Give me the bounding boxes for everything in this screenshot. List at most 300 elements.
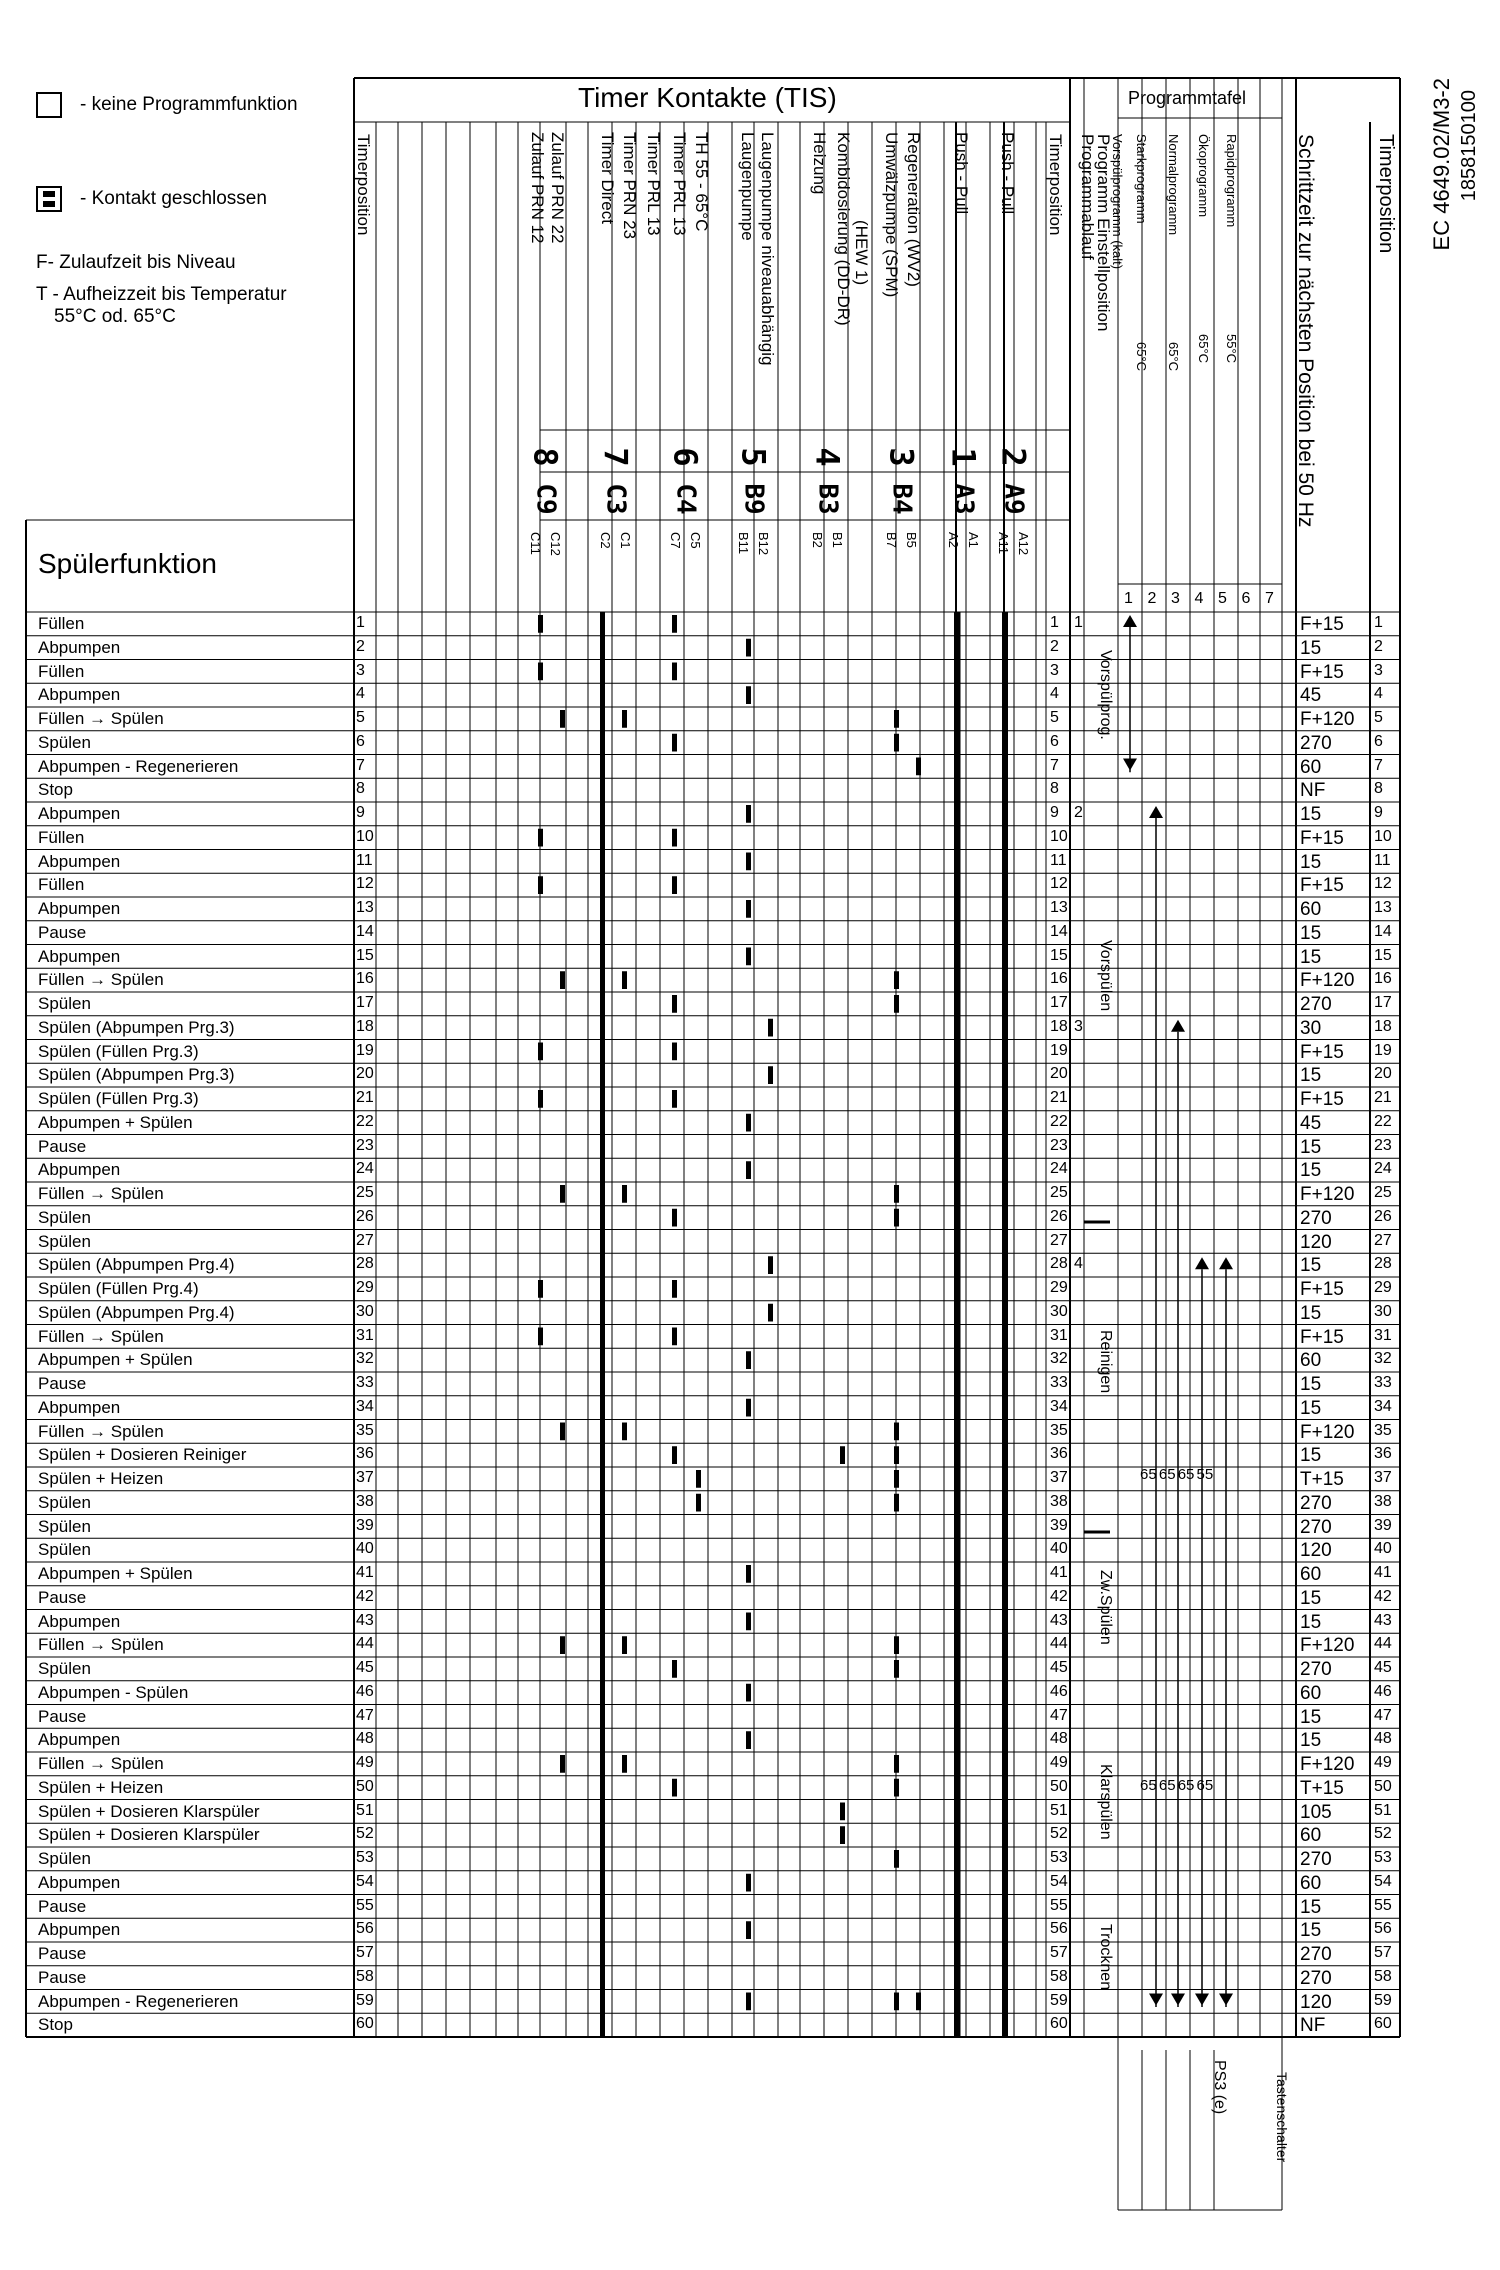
row-step-time: NF xyxy=(1300,2015,1326,2037)
row-function: Spülen (Abpumpen Prg.4) xyxy=(38,1255,235,1275)
ps3-label: PS3 (e) xyxy=(1211,2060,1228,2115)
row-pos-left: 56 xyxy=(356,1920,374,1938)
row-pos-mid: 7 xyxy=(1050,756,1059,774)
row-step-time: 60 xyxy=(1300,1825,1322,1847)
contact-label-prl-2: Timer PRL 13 xyxy=(670,132,689,236)
contact-mark xyxy=(746,1351,751,1369)
phase-trocknen: Trocknen xyxy=(1097,1924,1114,1991)
row-pos-mid: 58 xyxy=(1050,1967,1068,1985)
arrow-down-icon xyxy=(1149,1994,1163,2006)
row-step-time: 15 xyxy=(1300,1374,1322,1395)
row-step-time: 270 xyxy=(1300,1207,1332,1229)
legend-t-definition-2: 55°C od. 65°C xyxy=(54,306,176,327)
row-step-time: 15 xyxy=(1300,804,1322,825)
row-function: Pause xyxy=(38,1587,87,1607)
row-pos-mid: 52 xyxy=(1050,1825,1068,1843)
program-col-number: 7 xyxy=(1265,590,1274,607)
row-function: Spülen xyxy=(38,1207,91,1227)
contact-terminal: A2 xyxy=(946,532,961,548)
contact-mark xyxy=(746,686,751,704)
row-pos-left: 13 xyxy=(356,899,374,916)
contact-mark xyxy=(672,615,677,633)
row-pos-right: 37 xyxy=(1374,1469,1392,1486)
contact-mark-timer-direct xyxy=(600,612,605,2037)
row-function: Abpumpen xyxy=(38,899,121,918)
legend-t-definition: T - Aufheizzeit bis Temperatur xyxy=(36,284,287,305)
contact-number: 8 xyxy=(526,447,565,467)
row-pos-mid: 30 xyxy=(1050,1302,1068,1320)
row-pos-mid: 51 xyxy=(1050,1801,1068,1819)
contact-mark xyxy=(622,971,627,989)
row-step-time: 270 xyxy=(1300,1967,1332,1989)
row-function: Spülen (Füllen Prg.4) xyxy=(38,1279,199,1298)
row-pos-left: 19 xyxy=(356,1041,374,1059)
row-pos-left: 22 xyxy=(356,1112,374,1130)
row-pos-left: 44 xyxy=(356,1635,374,1653)
row-step-time: F+120 xyxy=(1300,1184,1355,1205)
row-pos-left: 21 xyxy=(356,1089,374,1106)
contact-mark xyxy=(894,734,899,752)
contact-terminal: A1 xyxy=(966,532,981,548)
contact-mark xyxy=(746,948,751,966)
row-function: Füllen → Spülen xyxy=(38,1754,164,1773)
contact-label-laugenpumpe-b: Laugenpumpe xyxy=(738,132,757,241)
contact-mark xyxy=(894,1446,899,1464)
row-step-time: F+15 xyxy=(1300,1326,1344,1348)
arrow-down-icon xyxy=(1195,1994,1209,2006)
contact-mark xyxy=(672,1779,677,1797)
row-step-time: 15 xyxy=(1300,1706,1322,1728)
row-pos-left: 6 xyxy=(356,732,365,750)
row-pos-right: 23 xyxy=(1374,1136,1392,1154)
row-pos-mid: 36 xyxy=(1050,1445,1068,1463)
temps-row-50: 65 65 65 65 xyxy=(1140,1777,1214,1794)
phase-vorspuelprog: Vorspülprog. xyxy=(1097,650,1114,740)
row-step-time: 15 xyxy=(1300,1730,1322,1752)
row-function: Pause xyxy=(38,1136,87,1156)
row-pos-right: 44 xyxy=(1374,1635,1392,1653)
row-pos-left: 31 xyxy=(356,1326,374,1344)
contact-terminal: C7 xyxy=(668,532,683,549)
arrow-up-icon xyxy=(1219,1257,1233,1269)
row-pos-mid: 32 xyxy=(1050,1350,1068,1368)
contact-mark xyxy=(894,1470,899,1488)
row-pos-left: 14 xyxy=(356,922,374,940)
row-pos-left: 5 xyxy=(356,709,365,726)
row-pos-right: 14 xyxy=(1374,922,1392,940)
row-pos-mid: 6 xyxy=(1050,732,1059,750)
row-pos-mid: 27 xyxy=(1050,1231,1068,1249)
row-step-time: 15 xyxy=(1300,1920,1322,1942)
phase-vorspuelen: Vorspülen xyxy=(1097,940,1114,1012)
row-function: Spülen xyxy=(38,1516,91,1536)
contact-mark xyxy=(894,971,899,989)
row-pos-left: 33 xyxy=(356,1374,374,1391)
row-step-time: 60 xyxy=(1300,1682,1322,1704)
contact-label-timer-b: Timer Direct xyxy=(598,132,617,224)
row-pos-right: 2 xyxy=(1374,637,1383,655)
contact-mark xyxy=(538,1043,543,1061)
program-table-header: Programmtafel xyxy=(1128,88,1247,108)
contact-mark xyxy=(840,1803,845,1821)
contact-mark xyxy=(894,1779,899,1797)
row-function: Abpumpen + Spülen xyxy=(38,1350,193,1370)
program-oeko: Ökoprogramm xyxy=(1196,134,1211,218)
row-pos-left: 54 xyxy=(356,1872,374,1890)
program-normal: Normalprogramm xyxy=(1166,134,1181,236)
row-step-time: 45 xyxy=(1300,685,1322,707)
row-pos-right: 11 xyxy=(1374,851,1391,869)
tastenschalter-label: Tastenschalter xyxy=(1274,2072,1290,2163)
contact-label-kombidosierung: Kombidosierung (DD-DR) xyxy=(834,132,853,326)
row-pos-right: 49 xyxy=(1374,1754,1392,1771)
row-pos-left: 46 xyxy=(356,1682,374,1700)
contact-mark xyxy=(840,1826,845,1844)
row-pos-right: 13 xyxy=(1374,899,1392,916)
row-function: Pause xyxy=(38,1706,87,1726)
row-step-time: 15 xyxy=(1300,1302,1322,1324)
row-step-time: 15 xyxy=(1300,1587,1322,1609)
row-pos-right: 34 xyxy=(1374,1397,1392,1415)
row-function: Pause xyxy=(38,1944,87,1963)
row-function: Füllen xyxy=(38,614,85,633)
arrow-up-icon xyxy=(1149,806,1163,818)
contact-mark xyxy=(746,1684,751,1702)
row-setting-position: 2 xyxy=(1074,804,1083,821)
contact-label-zulauf-a: Zulauf PRN 22 xyxy=(548,132,567,244)
row-pos-left: 38 xyxy=(356,1492,374,1510)
row-step-time: 15 xyxy=(1300,922,1322,944)
row-pos-mid: 24 xyxy=(1050,1160,1068,1178)
row-pos-right: 45 xyxy=(1374,1659,1392,1676)
contact-mark xyxy=(672,663,677,681)
contact-code: B3 xyxy=(812,483,843,515)
row-function: Stop xyxy=(38,780,73,800)
row-pos-left: 15 xyxy=(356,946,374,964)
row-pos-right: 7 xyxy=(1374,756,1383,774)
contact-mark xyxy=(768,1019,773,1037)
program-col-number: 6 xyxy=(1241,590,1251,607)
contact-mark xyxy=(672,1446,677,1464)
contact-number: 7 xyxy=(596,447,635,467)
row-pos-left: 4 xyxy=(356,685,365,703)
contact-mark xyxy=(622,710,627,728)
row-pos-mid: 5 xyxy=(1050,709,1059,726)
row-function: Abpumpen - Spülen xyxy=(38,1682,189,1702)
doc-id: EC 4649.02/M3-2 xyxy=(1429,78,1454,251)
row-function: Spülen + Dosieren Klarspüler xyxy=(38,1801,260,1821)
row-pos-mid: 26 xyxy=(1050,1207,1068,1225)
row-pos-right: 53 xyxy=(1374,1849,1392,1866)
row-function: Füllen → Spülen xyxy=(38,1635,164,1655)
row-step-time: 15 xyxy=(1300,637,1322,659)
contact-mark xyxy=(538,1328,543,1346)
row-function: Spülen + Heizen xyxy=(38,1777,164,1797)
row-pos-left: 49 xyxy=(356,1754,374,1771)
row-function: Spülen + Dosieren Klarspüler xyxy=(38,1825,260,1845)
row-step-time: 15 xyxy=(1300,1397,1322,1419)
contact-mark xyxy=(672,829,677,847)
contact-mark xyxy=(746,1161,751,1179)
row-pos-left: 23 xyxy=(356,1136,374,1154)
row-function: Füllen xyxy=(38,827,85,847)
contact-label-push-pull-1: Push - Pull xyxy=(952,132,971,215)
contact-code: B9 xyxy=(738,483,769,515)
row-function: Spülen xyxy=(38,1540,91,1560)
row-step-time: 105 xyxy=(1300,1801,1332,1823)
row-pos-mid: 60 xyxy=(1050,2015,1068,2033)
row-pos-right: 42 xyxy=(1374,1587,1392,1605)
row-function: Spülen xyxy=(38,1849,91,1868)
row-pos-right: 8 xyxy=(1374,780,1383,798)
row-pos-mid: 48 xyxy=(1050,1730,1068,1748)
row-pos-right: 22 xyxy=(1374,1112,1392,1130)
row-pos-right: 17 xyxy=(1374,994,1392,1011)
contact-mark xyxy=(538,876,543,894)
contact-number: 2 xyxy=(994,447,1033,467)
row-step-time: F+15 xyxy=(1300,1089,1344,1110)
row-function: Spülen + Dosieren Reiniger xyxy=(38,1445,247,1465)
legend-f-definition: F- Zulaufzeit bis Niveau xyxy=(36,252,236,273)
contact-label-hew: (HEW 1) xyxy=(852,220,871,286)
timerposition-header-right: Timerposition xyxy=(1375,134,1397,254)
row-step-time: 270 xyxy=(1300,994,1332,1015)
row-step-time: F+15 xyxy=(1300,827,1344,849)
contact-code: C4 xyxy=(670,483,701,515)
row-pos-right: 20 xyxy=(1374,1065,1392,1083)
row-function: Pause xyxy=(38,1896,87,1916)
row-pos-mid: 8 xyxy=(1050,780,1059,798)
row-pos-right: 24 xyxy=(1374,1160,1392,1178)
row-step-time: 15 xyxy=(1300,1611,1322,1633)
program-oeko-temp: 65°C xyxy=(1166,342,1181,372)
row-pos-right: 27 xyxy=(1374,1231,1392,1249)
row-pos-right: 59 xyxy=(1374,1991,1392,2009)
contact-mark xyxy=(672,734,677,752)
row-pos-mid: 2 xyxy=(1050,637,1059,655)
row-step-time: 30 xyxy=(1300,1017,1322,1039)
row-pos-right: 38 xyxy=(1374,1492,1392,1510)
row-pos-right: 18 xyxy=(1374,1017,1392,1035)
contact-mark xyxy=(894,1209,899,1227)
row-function: Spülen (Füllen Prg.3) xyxy=(38,1089,199,1108)
contact-terminal: C5 xyxy=(688,532,703,549)
row-pos-mid: 31 xyxy=(1050,1326,1068,1344)
row-pos-mid: 12 xyxy=(1050,875,1068,893)
row-pos-mid: 14 xyxy=(1050,922,1068,940)
row-pos-mid: 47 xyxy=(1050,1706,1068,1724)
row-pos-mid: 15 xyxy=(1050,946,1068,964)
row-function: Pause xyxy=(38,1374,87,1393)
arrow-up-icon xyxy=(1195,1257,1209,1269)
timerposition-header-left: Timerposition xyxy=(354,134,373,236)
contact-label-regeneration: Regeneration (WV2) xyxy=(904,132,923,287)
row-function: Spülen xyxy=(38,1231,91,1251)
row-function: Abpumpen + Spülen xyxy=(38,1112,193,1132)
row-pos-mid: 49 xyxy=(1050,1754,1068,1771)
row-pos-mid: 33 xyxy=(1050,1374,1068,1391)
program-col-number: 4 xyxy=(1194,590,1204,607)
row-function: Spülen xyxy=(38,732,91,752)
row-pos-mid: 56 xyxy=(1050,1920,1068,1938)
row-pos-mid: 55 xyxy=(1050,1896,1068,1914)
contact-code: C9 xyxy=(530,483,561,515)
contact-mark xyxy=(894,1660,899,1678)
contact-mark xyxy=(840,1446,845,1464)
row-step-time: F+120 xyxy=(1300,1635,1355,1657)
contact-mark xyxy=(672,876,677,894)
row-step-time: 60 xyxy=(1300,756,1322,778)
contact-label-umwaelzpumpe: Umwälzpumpe (SPM) xyxy=(882,132,901,298)
row-step-time: 270 xyxy=(1300,732,1332,754)
contact-code: B4 xyxy=(886,483,917,515)
row-pos-mid: 10 xyxy=(1050,827,1068,845)
contact-terminal: C2 xyxy=(598,532,613,549)
row-function: Abpumpen - Regenerieren xyxy=(38,1991,239,2011)
contact-mark xyxy=(746,1993,751,2011)
row-pos-left: 3 xyxy=(356,661,365,679)
row-pos-right: 10 xyxy=(1374,827,1392,845)
row-pos-mid: 1 xyxy=(1050,614,1059,631)
row-pos-left: 55 xyxy=(356,1896,374,1914)
spuelerfunktion-header: Spülerfunktion xyxy=(38,548,218,579)
contact-mark xyxy=(672,1090,677,1108)
row-pos-left: 11 xyxy=(356,851,373,869)
row-pos-left: 40 xyxy=(356,1540,374,1558)
program-stark-temp: 65°C xyxy=(1134,342,1149,372)
contact-label-push-pull-2: Push - Pull xyxy=(998,132,1017,215)
row-pos-mid: 9 xyxy=(1050,804,1059,821)
row-pos-right: 26 xyxy=(1374,1207,1392,1225)
row-step-time: F+15 xyxy=(1300,875,1344,897)
row-pos-right: 54 xyxy=(1374,1872,1392,1890)
contact-mark xyxy=(746,1921,751,1939)
row-function: Abpumpen xyxy=(38,851,121,871)
row-pos-right: 46 xyxy=(1374,1682,1392,1700)
row-pos-right: 43 xyxy=(1374,1611,1392,1629)
row-pos-left: 26 xyxy=(356,1207,374,1225)
row-pos-left: 27 xyxy=(356,1231,374,1249)
row-step-time: 60 xyxy=(1300,899,1322,920)
row-step-time: 270 xyxy=(1300,1659,1332,1680)
row-step-time: 15 xyxy=(1300,1896,1322,1918)
row-pos-right: 32 xyxy=(1374,1350,1392,1368)
contact-mark xyxy=(746,1731,751,1749)
push-pull-mark-2 xyxy=(1002,612,1007,2037)
contact-mark xyxy=(672,1280,677,1298)
row-pos-mid: 21 xyxy=(1050,1089,1068,1106)
arrow-down-icon xyxy=(1171,1994,1185,2006)
contact-label-heizung: Heizung xyxy=(810,132,829,195)
row-pos-mid: 38 xyxy=(1050,1492,1068,1510)
row-pos-right: 36 xyxy=(1374,1445,1392,1463)
contact-mark xyxy=(894,1850,899,1868)
contact-mark xyxy=(560,1185,565,1203)
program-rapid: Rapidprogramm xyxy=(1224,134,1239,228)
contact-code: C3 xyxy=(600,483,631,515)
row-pos-mid: 4 xyxy=(1050,685,1059,703)
arrow-down-icon xyxy=(1219,1994,1233,2006)
row-pos-right: 35 xyxy=(1374,1421,1392,1439)
row-function: Abpumpen xyxy=(38,1872,121,1892)
row-pos-right: 47 xyxy=(1374,1706,1392,1724)
contact-mark xyxy=(622,1755,627,1773)
program-col-number: 2 xyxy=(1147,590,1157,607)
row-function: Abpumpen xyxy=(38,1160,121,1180)
contact-mark xyxy=(746,805,751,823)
row-function: Pause xyxy=(38,1967,87,1987)
contact-number: 6 xyxy=(666,447,705,467)
row-pos-left: 37 xyxy=(356,1469,374,1486)
contact-mark xyxy=(894,710,899,728)
row-step-time: F+120 xyxy=(1300,970,1355,992)
row-pos-right: 28 xyxy=(1374,1255,1392,1273)
contact-mark xyxy=(538,663,543,681)
row-pos-mid: 11 xyxy=(1050,851,1067,869)
row-pos-right: 5 xyxy=(1374,709,1383,726)
row-step-time: 120 xyxy=(1300,1231,1332,1253)
row-function: Füllen xyxy=(38,661,85,681)
phase-zwspuelen: Zw.Spülen xyxy=(1097,1570,1114,1645)
row-step-time: F+15 xyxy=(1300,1041,1344,1063)
row-function: Abpumpen xyxy=(38,1611,121,1631)
row-pos-right: 41 xyxy=(1374,1564,1392,1581)
row-pos-mid: 22 xyxy=(1050,1112,1068,1130)
programmablauf-header: Programmablauf xyxy=(1078,134,1097,260)
row-step-time: 60 xyxy=(1300,1564,1322,1585)
row-function: Spülen xyxy=(38,1659,91,1678)
row-step-time: 270 xyxy=(1300,1516,1332,1538)
row-pos-left: 32 xyxy=(356,1350,374,1368)
contact-mark xyxy=(768,1304,773,1322)
row-pos-left: 51 xyxy=(356,1801,374,1819)
row-pos-right: 16 xyxy=(1374,970,1392,988)
row-pos-mid: 54 xyxy=(1050,1872,1068,1890)
row-pos-left: 20 xyxy=(356,1065,374,1083)
contact-mark xyxy=(746,1565,751,1583)
row-pos-left: 39 xyxy=(356,1516,374,1534)
row-step-time: T+15 xyxy=(1300,1777,1344,1799)
row-pos-mid: 35 xyxy=(1050,1421,1068,1439)
row-pos-left: 2 xyxy=(356,637,365,655)
program-normal-temp: 65°C xyxy=(1196,334,1211,364)
row-pos-right: 56 xyxy=(1374,1920,1392,1938)
contact-mark xyxy=(916,1993,921,2011)
row-step-time: 120 xyxy=(1300,1991,1332,2013)
contact-terminal: B7 xyxy=(884,532,899,548)
row-function: Füllen → Spülen xyxy=(38,1326,164,1346)
row-pos-mid: 18 xyxy=(1050,1017,1068,1035)
row-pos-mid: 3 xyxy=(1050,661,1059,679)
contact-mark xyxy=(538,615,543,633)
row-pos-mid: 45 xyxy=(1050,1659,1068,1676)
contact-mark xyxy=(672,995,677,1013)
contact-number: 4 xyxy=(808,447,847,467)
row-pos-mid: 34 xyxy=(1050,1397,1068,1415)
timer-contacts-header: Timer Kontakte (TIS) xyxy=(578,82,837,113)
contact-label-timer-a: Timer PRN 23 xyxy=(620,132,639,240)
contact-label-prl: Timer PRL 13 xyxy=(644,132,663,236)
contact-code: A3 xyxy=(948,483,979,515)
contact-mark xyxy=(894,1636,899,1654)
contact-mark xyxy=(560,1423,565,1441)
contact-label-zulauf-b: Zulauf PRN 12 xyxy=(528,132,547,244)
contact-mark xyxy=(746,900,751,918)
contact-mark xyxy=(746,1874,751,1892)
row-setting-position: 3 xyxy=(1074,1017,1083,1035)
row-pos-mid: 37 xyxy=(1050,1469,1068,1486)
row-pos-right: 1 xyxy=(1374,614,1383,631)
